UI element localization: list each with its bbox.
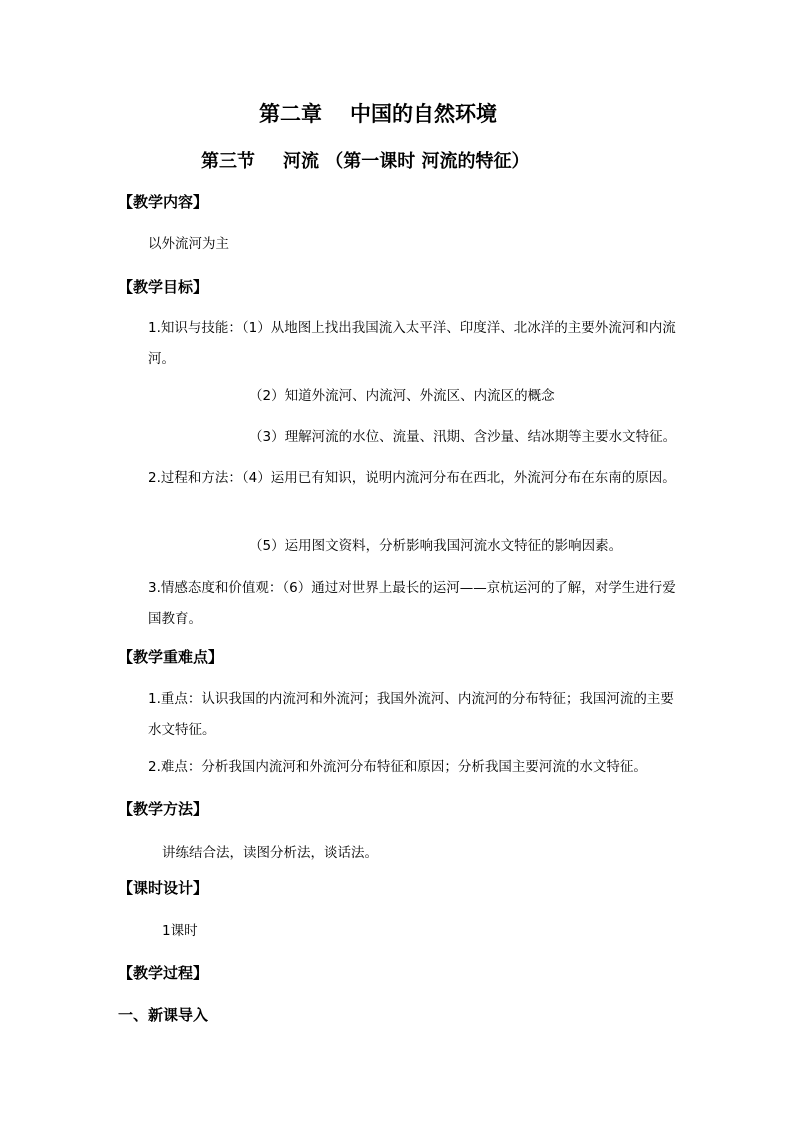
goals-heading: 【教学目标】 <box>118 278 209 296</box>
chapter-title <box>259 98 497 128</box>
process-heading: 【教学过程】 <box>118 964 209 982</box>
key-point-1-paragraph <box>118 684 676 746</box>
goal-3-text: 3.情感态度和价值观：（6）通过对世界上最长的运河——京杭运河的了解，对学生进行爱国教育。 <box>148 580 676 627</box>
goal-1-text: 1.知识与技能：（1）从地图上找出我国流入太平洋、印度洋、北冰洋的主要外流河和内流河。 <box>148 320 676 367</box>
section-title <box>201 147 530 173</box>
intro-heading: 一、新课导入 <box>118 1006 209 1024</box>
design-text: 1课时 <box>162 923 198 939</box>
goal-2-text: 2.过程和方法：（4）运用已有知识，说明内流河分布在西北，外流河分布在东南的原因。 <box>148 470 676 486</box>
section-number: 第三节 <box>201 151 255 172</box>
chapter-number: 第二章 <box>259 102 322 126</box>
content-heading: 【教学内容】 <box>118 193 209 211</box>
method-heading: 【教学方法】 <box>118 800 209 818</box>
key-point-1-text: 1.重点：认识我国的内流河和外流河；我国外流河、内流河的分布特征；我国河流的主要水文特征。 <box>148 691 674 738</box>
goal-3-paragraph <box>118 573 676 635</box>
key-points-heading: 【教学重难点】 <box>118 648 224 666</box>
method-text: 讲练结合法，读图分析法，谈话法。 <box>162 845 378 861</box>
design-heading: 【课时设计】 <box>118 879 209 897</box>
goal-2-paragraph <box>118 463 676 494</box>
goal-1-item-2: （2）知道外流河、内流河、外流区、内流区的概念 <box>249 388 555 404</box>
goal-1-paragraph <box>118 313 676 375</box>
goal-1-item-3: （3）理解河流的水位、流量、汛期、含沙量、结冰期等主要水文特征。 <box>249 429 677 445</box>
chapter-name: 中国的自然环境 <box>350 102 497 126</box>
section-name: 河流 （第一课时 河流的特征） <box>283 151 530 172</box>
key-point-2-text: 2.难点：分析我国内流河和外流河分布特征和原因；分析我国主要河流的水文特征。 <box>148 759 647 775</box>
content-text: 以外流河为主 <box>148 236 229 252</box>
goal-2-item-5: （5）运用图文资料，分析影响我国河流水文特征的影响因素。 <box>249 538 623 554</box>
